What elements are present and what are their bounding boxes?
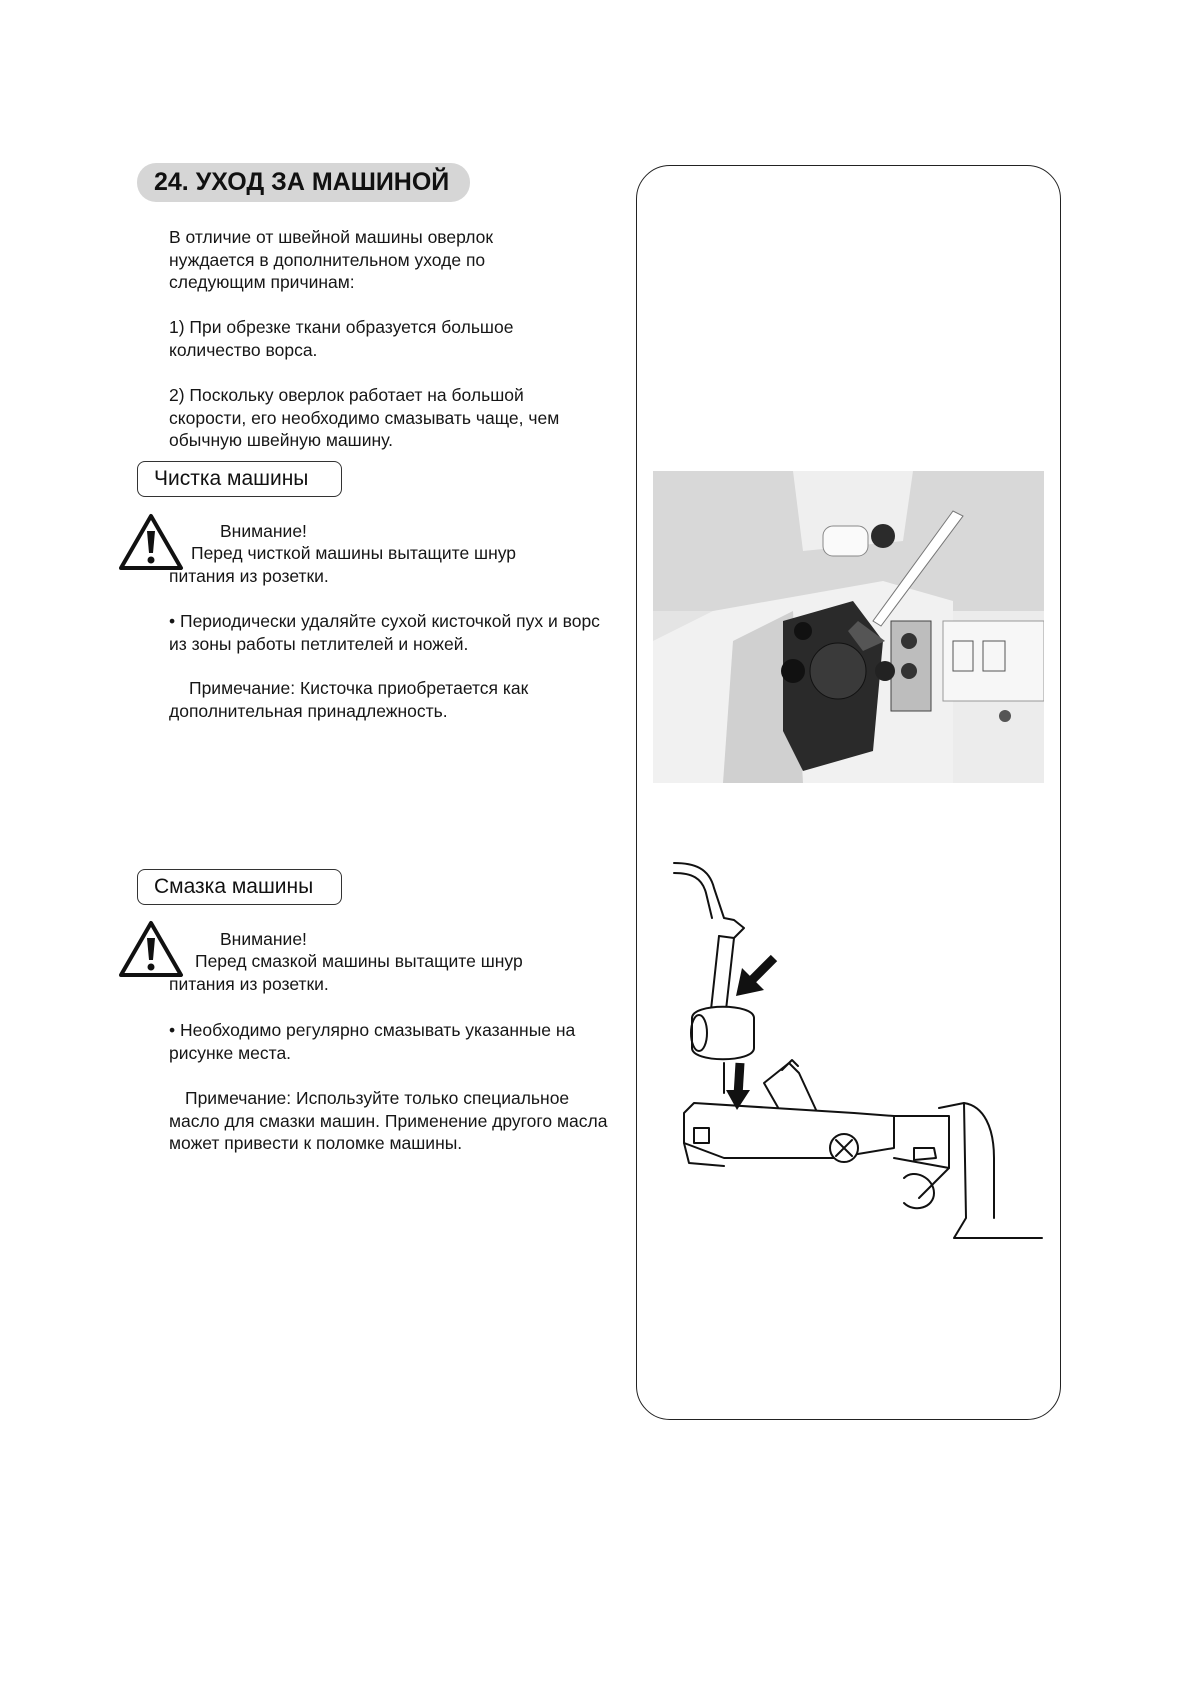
lubrication-warning-text: Перед смазкой машины вытащите шнур питания из розетки.	[169, 951, 523, 994]
cleaning-photo	[653, 471, 1044, 783]
intro-paragraph-2: 1) При обрезке ткани образуется большое количество ворса.	[169, 317, 514, 360]
page-title: 24. УХОД ЗА МАШИНОЙ	[137, 163, 470, 202]
lubrication-note: Примечание: Используйте только специальное масло для смазки машин. Применение другого масла может привести к поломке машины.	[169, 1088, 608, 1153]
cleaning-heading: Чистка машины	[137, 461, 342, 497]
cleaning-warning-title: Внимание!	[220, 521, 307, 541]
lubrication-heading: Смазка машины	[137, 869, 342, 905]
cleaning-warning-text: Перед чисткой машины вытащите шнур питания из розетки.	[169, 543, 517, 586]
oil-point-arrow-icon	[726, 1063, 750, 1110]
lubrication-diagram	[664, 858, 1044, 1248]
oil-point-arrow-icon	[736, 958, 774, 996]
lubrication-warning-title: Внимание!	[220, 929, 307, 949]
intro-paragraph-1: В отличие от швейной машины оверлок нуждается в дополнительном уходе по следующим причинам:	[169, 227, 494, 292]
cleaning-note: Примечание: Кисточка приобретается как дополнительная принадлежность.	[169, 678, 529, 721]
cleaning-instruction: • Периодически удаляйте сухой кисточкой пух и ворс из зоны работы петлителей и ножей.	[169, 611, 600, 654]
lubrication-instruction: • Необходимо регулярно смазывать указанные на рисунке места.	[169, 1020, 576, 1063]
intro-paragraph-3: 2) Поскольку оверлок работает на большой скорости, его необходимо смазывать чаще, чем обычную швейную машину.	[169, 385, 560, 450]
